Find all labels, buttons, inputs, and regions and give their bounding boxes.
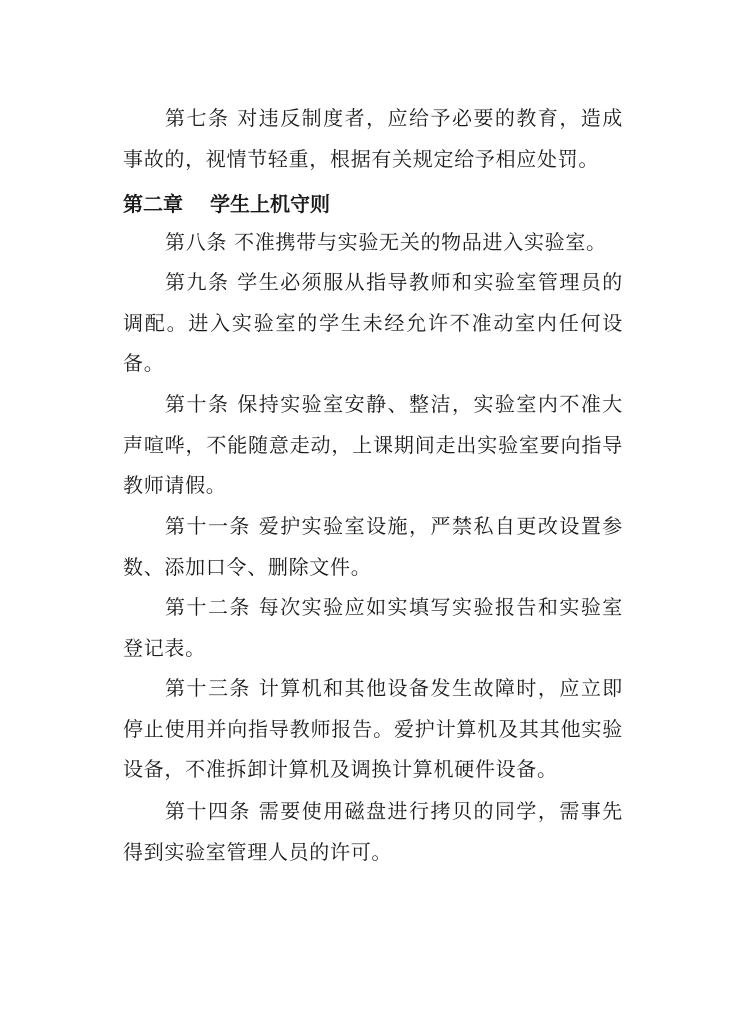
article-14-paragraph: 第十四条 需要使用磁盘进行拷贝的同学，需事先得到实验室管理人员的许可。 <box>123 799 623 864</box>
article-9-paragraph: 第九条 学生必须服从指导教师和实验室管理员的调配。进入实验室的学生未经允许不准动室内任何设备。 <box>123 270 623 375</box>
article-13-paragraph: 第十三条 计算机和其他设备发生故障时，应立即停止使用并向指导教师报告。爱护计算机及其其他实验设备，不准拆卸计算机及调换计算机硬件设备。 <box>123 676 623 781</box>
article-12-paragraph: 第十二条 每次实验应如实填写实验报告和实验室登记表。 <box>123 595 623 660</box>
article-8-paragraph: 第八条 不准携带与实验无关的物品进入实验室。 <box>165 230 607 254</box>
chapter-2-heading: 第二章 学生上机守则 <box>123 192 330 216</box>
article-7-paragraph: 第七条 对违反制度者，应给予必要的教育，造成事故的，视情节轻重，根据有关规定给予相应处罚。 <box>123 106 623 171</box>
article-11-paragraph: 第十一条 爱护实验室设施，严禁私自更改设置参数、添加口令、删除文件。 <box>123 514 623 579</box>
article-10-paragraph: 第十条 保持实验室安静、整洁，实验室内不准大声喧哗，不能随意走动，上课期间走出实验室要向指导教师请假。 <box>123 392 623 497</box>
